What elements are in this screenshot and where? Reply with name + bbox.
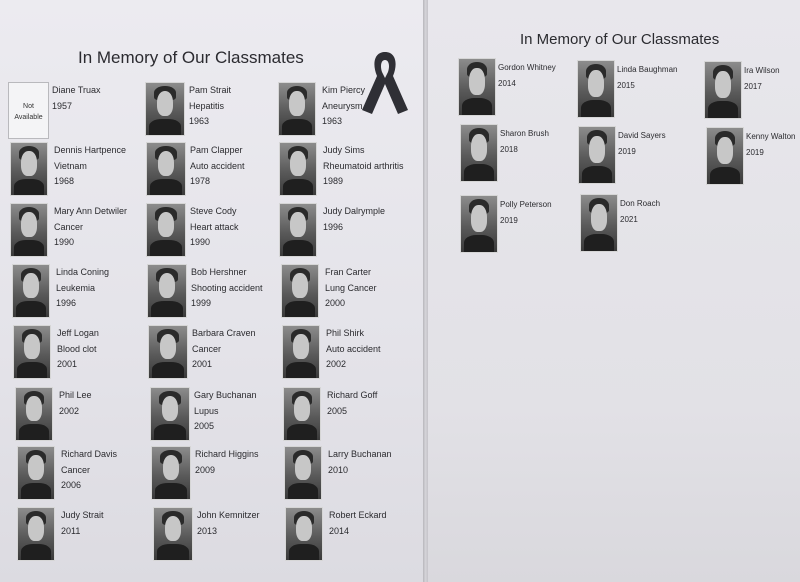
cause-of-death: Rheumatoid arthritis [323,160,404,171]
portrait-body [14,240,44,257]
classmate-caption [191,265,263,312]
classmate-caption [326,326,381,373]
classmate-caption [197,508,260,539]
portrait-body [155,483,187,500]
classmate-name: Judy Dalrymple [323,206,386,216]
portrait-face [295,455,311,480]
classmate-name: Richard Higgins [195,449,259,459]
classmate-photo [151,446,191,500]
classmate-photo [15,387,53,441]
classmate-photo [460,124,498,182]
year-of-death: 1999 [191,298,212,308]
portrait-body [14,179,44,196]
cause-of-death: Lung Cancer [325,282,377,293]
classmate-caption [329,508,387,539]
portrait-face [471,134,487,161]
classmate-caption [59,388,92,419]
year-of-death: 2015 [617,80,635,90]
portrait-body [708,101,738,119]
year-of-death: 1996 [323,221,344,232]
classmate-photo [153,507,193,561]
classmate-photo [13,325,51,379]
year-of-death: 2021 [620,214,638,224]
classmate-caption [618,128,666,159]
classmate-caption [744,63,780,94]
classmate-name: Phil Shirk [326,328,365,338]
portrait-face [26,396,42,421]
classmate-name: Gordon Whitney [498,63,556,72]
year-of-death: 1963 [322,116,343,126]
portrait-face [471,205,487,232]
classmate-photo [577,60,615,118]
classmate-photo [706,127,744,185]
classmate-caption [500,197,552,228]
classmate-name: Gary Buchanan [194,390,257,400]
memorial-ribbon-icon [358,48,412,118]
portrait-body [582,166,612,184]
portrait-face [24,334,40,359]
classmate-caption [57,326,99,373]
classmate-caption [325,265,377,312]
cause-of-death: Hepatitis [189,100,225,111]
portrait-body [288,483,318,500]
classmate-caption [746,129,796,160]
year-of-death: 1963 [189,116,210,126]
portrait-face [289,91,305,116]
classmate-name: David Sayers [618,131,666,140]
classmate-photo [17,507,55,561]
classmate-caption [500,126,549,157]
portrait-body [21,483,51,500]
year-of-death: 2014 [329,525,350,536]
classmate-name: Barbara Craven [192,328,256,338]
classmate-name: Judy Strait [61,510,104,520]
classmate-caption [327,388,377,419]
portrait-face [294,396,310,421]
portrait-body [710,167,740,185]
portrait-face [469,68,485,95]
classmate-name: Larry Buchanan [328,449,392,459]
classmate-name: Phil Lee [59,390,92,400]
classmate-caption [190,204,239,251]
year-of-death: 2000 [325,298,346,308]
classmate-photo [12,264,50,318]
cause-of-death: Shooting accident [191,282,263,293]
classmate-photo [281,264,319,318]
year-of-death: 2014 [498,78,516,88]
classmate-name: Richard Goff [327,390,378,400]
classmate-name: Judy Sims [323,145,365,155]
portrait-body [286,362,316,379]
photo-not-available-label [9,101,48,123]
classmate-name: Bob Hershner [191,267,247,277]
classmate-caption [620,196,660,227]
year-of-death: 2018 [500,144,518,154]
left-board-title: In Memory of Our Classmates [78,48,304,67]
classmate-photo [580,194,618,252]
year-of-death: 1996 [56,298,77,308]
classmate-name: Sharon Brush [500,129,549,138]
classmate-caption [322,83,365,130]
cause-of-death: Heart attack [190,221,239,232]
classmate-caption [498,60,556,91]
portrait-body [150,179,182,196]
portrait-body [17,362,47,379]
classmate-caption [323,204,385,235]
classmate-photo [17,446,55,500]
cause-of-death: Auto accident [326,343,381,354]
classmate-name: Steve Cody [190,206,237,216]
classmate-caption [61,508,104,539]
cause-of-death: Aneurysm [322,100,363,111]
portrait-body [157,544,189,561]
portrait-face [158,151,175,176]
classmate-photo [145,82,185,136]
cause-of-death: Cancer [54,221,84,232]
year-of-death: 2006 [61,480,82,490]
classmate-name: Ira Wilson [744,66,780,75]
classmate-name: Mary Ann Detwiler [54,206,128,216]
portrait-body [283,240,313,257]
classmate-photo [458,58,496,116]
portrait-face [159,273,176,298]
portrait-face [715,71,731,98]
year-of-death: 2002 [59,405,80,416]
portrait-body [150,240,182,257]
year-of-death: 2002 [326,359,347,369]
portrait-body [282,119,312,136]
classmate-name: Linda Coning [56,267,110,277]
classmate-photo [284,446,322,500]
classmate-caption [54,204,127,251]
portrait-face [28,516,44,541]
portrait-body [154,424,186,441]
classmate-caption [52,83,101,114]
cause-of-death: Lupus [194,405,219,416]
classmate-photo [8,82,49,139]
cause-of-death: Blood clot [57,343,97,354]
year-of-death: 1968 [54,176,75,186]
year-of-death: 1957 [52,100,73,111]
portrait-body [462,98,492,116]
year-of-death: 2005 [327,405,348,416]
portrait-face [296,516,312,541]
portrait-body [16,301,46,318]
cause-of-death: Cancer [61,464,91,475]
portrait-body [581,100,611,118]
portrait-face [591,204,607,231]
classmate-photo [146,142,186,196]
portrait-body [584,234,614,252]
year-of-death: 1990 [190,237,211,247]
placeholder-line: Available [14,114,43,121]
portrait-body [283,179,313,196]
year-of-death: 2019 [618,146,636,156]
year-of-death: 2010 [328,464,349,475]
classmate-name: Richard Davis [61,449,118,459]
classmate-name: Pam Strait [189,85,232,95]
classmate-photo [10,142,48,196]
portrait-body [149,119,181,136]
cause-of-death: Leukemia [56,282,96,293]
classmate-name: Diane Truax [52,85,101,95]
portrait-body [464,164,494,182]
portrait-face [165,516,182,541]
year-of-death: 2009 [195,464,216,475]
right-board-title: In Memory of Our Classmates [520,31,720,48]
portrait-face [23,273,39,298]
classmate-name: Polly Peterson [500,200,552,209]
portrait-face [158,212,175,237]
year-of-death: 2013 [197,525,218,536]
portrait-face [717,137,733,164]
portrait-body [289,544,319,561]
classmate-name: Linda Baughman [617,65,678,74]
classmate-name: Jeff Logan [57,328,99,338]
portrait-body [19,424,49,441]
classmate-photo [146,203,186,257]
portrait-face [21,212,37,237]
classmate-photo [283,387,321,441]
portrait-face [160,334,177,359]
portrait-face [28,455,44,480]
classmate-caption [195,447,259,478]
portrait-face [163,455,180,480]
portrait-body [151,301,183,318]
year-of-death: 2001 [192,359,213,369]
classmate-photo [150,387,190,441]
year-of-death: 2017 [744,81,762,91]
classmate-name: Robert Eckard [329,510,387,520]
portrait-body [152,362,184,379]
classmate-photo [10,203,48,257]
portrait-face [290,151,306,176]
classmate-caption [323,143,404,190]
classmate-name: Dennis Hartpence [54,145,127,155]
classmate-photo [148,325,188,379]
cause-of-death: Cancer [192,343,222,354]
cause-of-death: Vietnam [54,160,87,171]
portrait-face [292,273,308,298]
classmate-name: John Kemnitzer [197,510,260,520]
classmate-photo [285,507,323,561]
portrait-body [21,544,51,561]
classmate-photo [279,203,317,257]
classmate-caption [328,447,392,478]
year-of-death: 1989 [323,176,344,186]
year-of-death: 2001 [57,359,78,369]
classmate-caption [617,62,678,93]
portrait-body [287,424,317,441]
classmate-photo [147,264,187,318]
portrait-face [293,334,309,359]
classmate-caption [192,326,256,373]
portrait-face [290,212,306,237]
classmate-caption [61,447,117,494]
year-of-death: 1978 [190,176,211,186]
board-seam [423,0,428,582]
year-of-death: 1990 [54,237,75,247]
portrait-face [589,136,605,163]
classmate-photo [282,325,320,379]
portrait-face [21,151,37,176]
cause-of-death: Auto accident [190,160,245,171]
classmate-name: Don Roach [620,199,661,208]
classmate-photo [578,126,616,184]
year-of-death: 2005 [194,421,215,431]
classmate-name: Pam Clapper [190,145,243,155]
portrait-body [285,301,315,318]
classmate-photo [279,142,317,196]
year-of-death: 2019 [500,215,518,225]
classmate-caption [194,388,257,435]
classmate-photo [278,82,316,136]
classmate-name: Kim Piercy [322,85,366,95]
portrait-face [157,91,174,116]
portrait-face [162,396,179,421]
classmate-name: Kenny Walton [746,132,796,141]
classmate-photo [704,61,742,119]
classmate-caption [190,143,245,190]
classmate-caption [56,265,109,312]
classmate-name: Fran Carter [325,267,372,277]
classmate-caption [54,143,126,190]
year-of-death: 2019 [746,147,764,157]
year-of-death: 2011 [61,525,81,536]
placeholder-line: Not [23,103,34,110]
classmate-caption [189,83,231,130]
portrait-body [464,235,494,253]
classmate-photo [460,195,498,253]
portrait-face [588,70,604,97]
